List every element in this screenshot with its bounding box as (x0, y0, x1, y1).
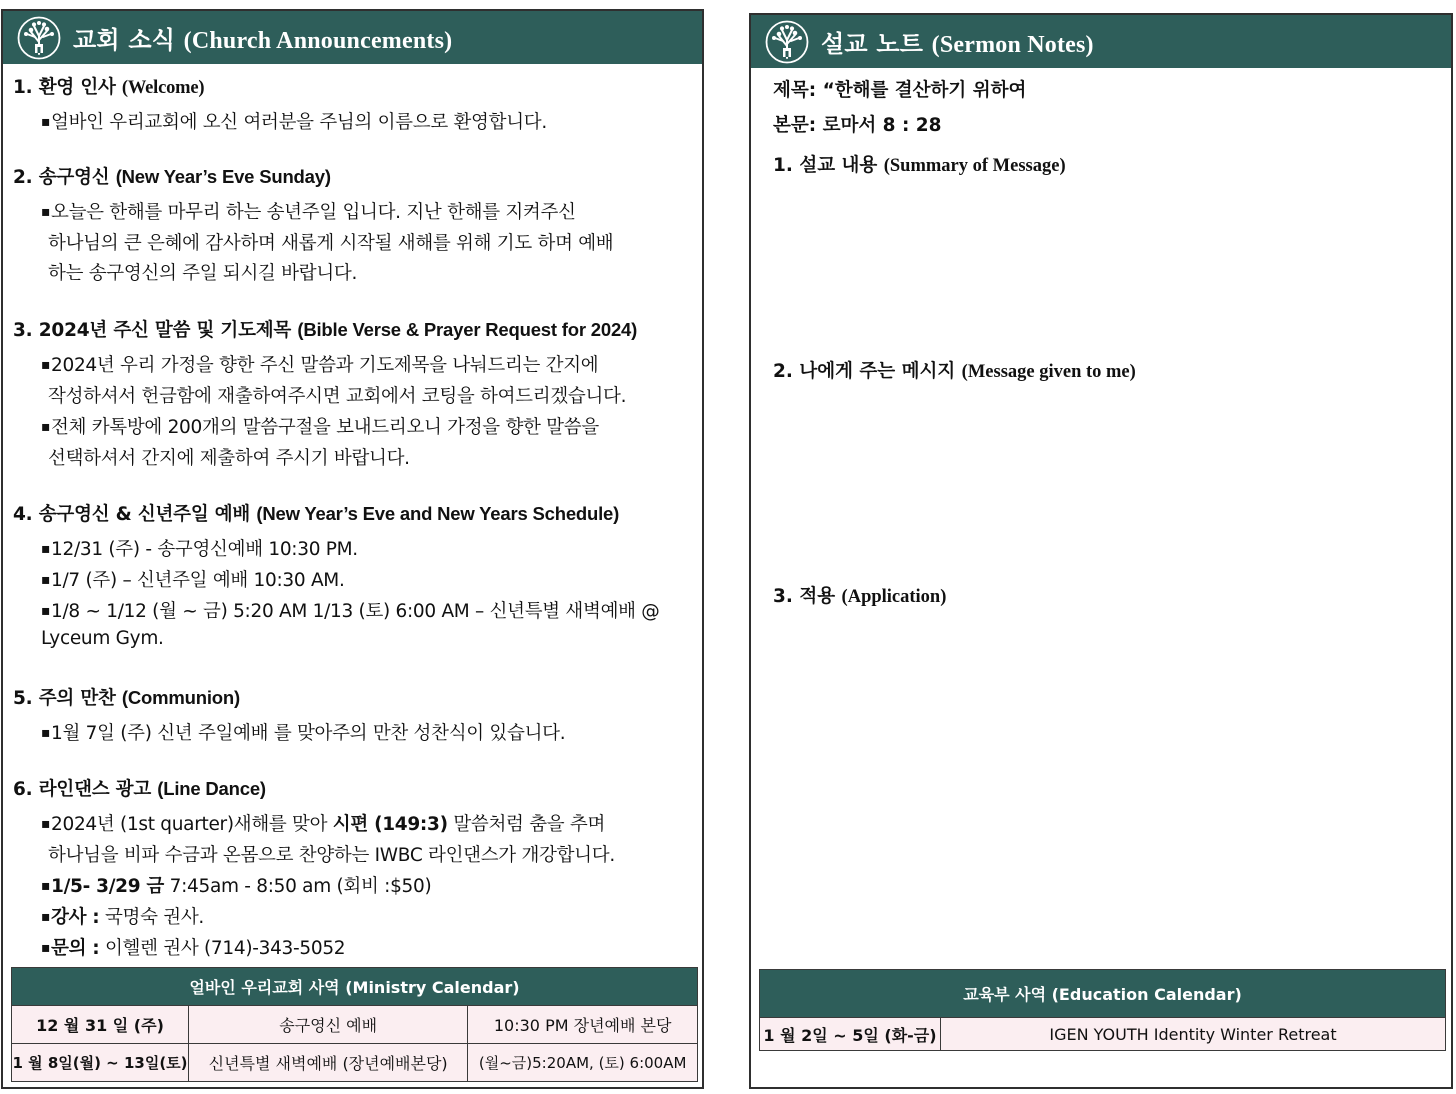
table-cell: 12 월 31 일 (주) (12, 1006, 189, 1044)
table-cell: (월~금)5:20AM, (토) 6:00AM (468, 1044, 698, 1082)
section-title: 2. 송구영신 (New Year’s Eve Sunday) (13, 166, 331, 188)
section-communion (13, 684, 696, 744)
list-item: ▪강사 : 국명숙 권사. (41, 907, 204, 928)
announcements-header (3, 11, 702, 64)
text-line: 하나님의 큰 은혜에 감사하며 새롭게 시작될 새해를 위해 기도 하며 예배 (48, 233, 614, 254)
section-title: 4. 송구영신 & 신년주일 예배 (New Year’s Eve and New Years Schedule) (13, 503, 620, 525)
text-line: 선택하셔서 간지에 제출하여 주시기 바랍니다. (48, 448, 410, 469)
list-item: ▪1/8 ~ 1/12 (월 ~ 금) 5:20 AM 1/13 (토) 6:00 AM – 신년특별 새벽예배 @ (41, 601, 660, 622)
table-row (12, 1006, 698, 1044)
section-title: 5. 주의 만찬 (Communion) (13, 687, 240, 709)
education-calendar-title: 교육부 사역 (Education Calendar) (760, 970, 1446, 1018)
list-item: ▪2024년 (1st quarter)새해를 맞아 시편 (149:3) 말씀처럼 춤을 추며 (41, 814, 606, 835)
list-item: ▪1/5- 3/29 금 7:45am - 8:50 am (회비 :$50) (41, 876, 432, 897)
section-title: 6. 라인댄스 광고 (Line Dance) (13, 778, 266, 800)
section-welcome (13, 73, 696, 133)
sermon-notes-panel (749, 13, 1453, 1089)
text-line: 하는 송구영신의 주일 되시길 바랍니다. (48, 263, 358, 284)
list-item: ▪문의 : 이헬렌 권사 (714)-343-5052 (41, 938, 346, 959)
table-cell: 1 월 2일 ~ 5일 (화-금) (760, 1018, 941, 1051)
ministry-calendar-table (11, 967, 698, 1082)
church-announcements-panel (1, 9, 704, 1089)
table-cell: 1 월 8일(월) ~ 13일(토) (12, 1044, 189, 1082)
text-line: 작성하셔서 헌금함에 재출하여주시면 교회에서 코팅을 하여드리겠습니다. (48, 386, 627, 407)
sermon-subject: 제목: “한해를 결산하기 위하여 (773, 80, 1027, 101)
sermon-section-summary: 1. 설교 내용 (Summary of Message) (773, 155, 1066, 176)
text-line: Lyceum Gym. (41, 628, 164, 649)
table-cell: 10:30 PM 장년예배 본당 (468, 1006, 698, 1044)
section-title: 1. 환영 인사 (Welcome) (13, 77, 205, 98)
announcements-title: 교회 소식 (Church Announcements) (73, 26, 453, 54)
church-tree-logo-icon (765, 20, 809, 64)
section-bible-verse (13, 316, 696, 469)
table-row (12, 1044, 698, 1082)
sermon-header (751, 15, 1451, 68)
table-cell: 송구영신 예배 (188, 1006, 467, 1044)
sermon-scripture: 본문: 로마서 8 : 28 (773, 115, 942, 136)
section-schedule (13, 500, 696, 649)
list-item: ▪오늘은 한해를 마무리 하는 송년주일 입니다. 지난 한해를 지켜주신 (41, 202, 576, 223)
sermon-title: 설교 노트 (Sermon Notes) (821, 30, 1094, 58)
table-row (760, 1018, 1446, 1051)
table-cell: IGEN YOUTH Identity Winter Retreat (940, 1018, 1445, 1051)
sermon-section-message: 2. 나에게 주는 메시지 (Message given to me) (773, 361, 1136, 382)
church-tree-logo-icon (17, 16, 61, 60)
list-item: ▪1월 7일 (주) 신년 주일예배 를 맞아주의 만찬 성찬식이 있습니다. (41, 723, 566, 744)
education-calendar-table (759, 969, 1446, 1051)
section-new-years-eve (13, 163, 696, 284)
section-line-dance (13, 775, 696, 959)
list-item: ▪전체 카톡방에 200개의 말씀구절을 보내드리오니 가정을 향한 말씀을 (41, 417, 599, 438)
list-item: ▪얼바인 우리교회에 오신 여러분을 주님의 이름으로 환영합니다. (41, 112, 547, 133)
sermon-section-application: 3. 적용 (Application) (773, 586, 947, 607)
list-item: ▪1/7 (주) – 신년주일 예배 10:30 AM. (41, 570, 345, 591)
list-item: ▪12/31 (주) - 송구영신예배 10:30 PM. (41, 539, 358, 560)
list-item: ▪2024년 우리 가정을 향한 주신 말씀과 기도제목을 나눠드리는 간지에 (41, 355, 599, 376)
ministry-calendar-title: 얼바인 우리교회 사역 (Ministry Calendar) (12, 968, 698, 1006)
section-title: 3. 2024년 주신 말씀 및 기도제목 (Bible Verse & Prayer Request for 2024) (13, 319, 638, 341)
text-line: 하나님을 비파 수금과 온몸으로 찬양하는 IWBC 라인댄스가 개강합니다. (48, 845, 615, 866)
table-cell: 신년특별 새벽예배 (장년예배본당) (188, 1044, 467, 1082)
